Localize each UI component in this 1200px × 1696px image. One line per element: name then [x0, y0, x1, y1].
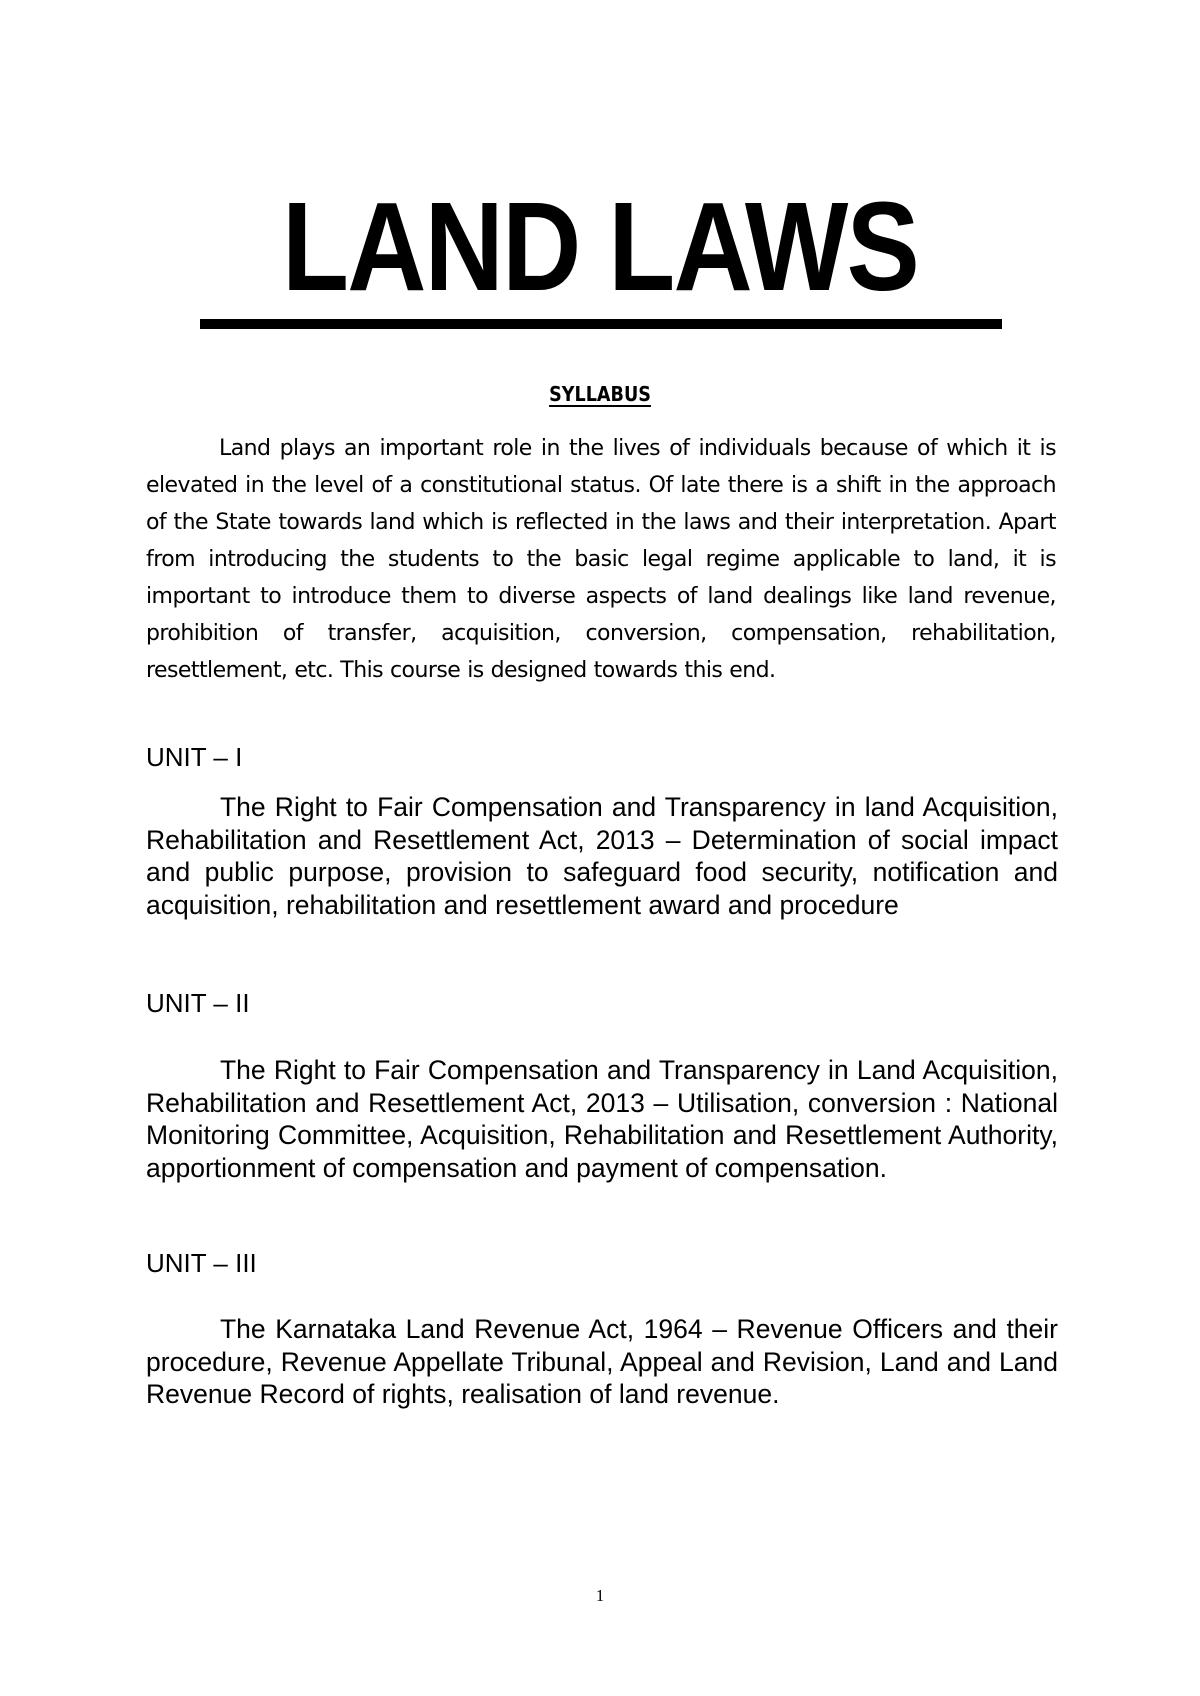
unit-2-heading: UNIT – II [146, 988, 250, 1018]
unit-1-content: The Right to Fair Compensation and Transparency in land Acquisition, Rehabilitation and Resettlement Act, 2013 – Determination of social impact and public purpose, provision to safeguard food security, notification and acquisition, rehabilitation and resettlement award and procedure [146, 792, 1058, 920]
syllabus-intro-paragraph: Land plays an important role in the lives of individuals because of which it is elevated in the level of a constitutional status. Of late there is a shift in the approach of the State towards land which is reflected in the laws and their interpretation. Apart from introducing the students to the basic legal regime applicable to land, it is important to introduce them to diverse aspects of land dealings like land revenue, prohibition of transfer, acquisition, conversion, compensation, rehabilitation, resettlement, etc. This course is designed towards this end. [146, 436, 1056, 683]
unit-3-heading: UNIT – III [146, 1248, 257, 1278]
document-title: LAND LAWS [282, 176, 918, 317]
page-number: 1 [595, 1586, 605, 1605]
title-underline-rule [200, 319, 1002, 329]
syllabus-heading: SYLLABUS [549, 382, 651, 406]
unit-3-content: The Karnataka Land Revenue Act, 1964 – Revenue Officers and their procedure, Revenue Appellate Tribunal, Appeal and Revision, Land and Land Revenue Record of rights, realisation of land revenue. [146, 1314, 1058, 1410]
unit-2-content: The Right to Fair Compensation and Transparency in Land Acquisition, Rehabilitation and Resettlement Act, 2013 – Utilisation, conversion : National Monitoring Committee, Acquisition, Rehabilitation and Resettlement Authority, apportionment of compensation and payment of compensation. [146, 1055, 1058, 1183]
unit-1-heading: UNIT – I [146, 742, 243, 772]
